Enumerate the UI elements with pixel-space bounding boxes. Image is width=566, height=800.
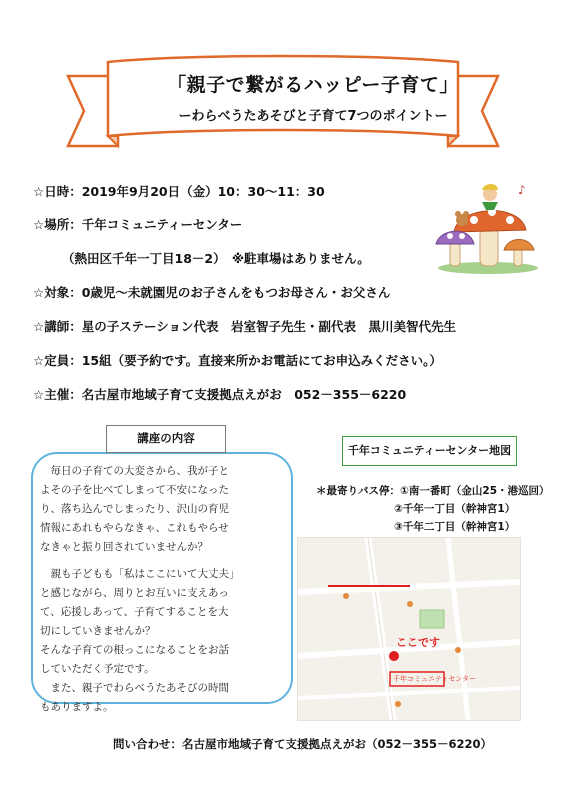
content-line: 毎日の子育ての大変さから、我が子と (40, 465, 229, 477)
info-label: ☆場所： (33, 217, 82, 232)
info-value: 0歳児～未就園児のお子さんをもつお母さん・お父さん (81, 285, 391, 300)
content-line: 親も子どもも「私はここにいて大丈夫」 (40, 568, 240, 580)
content-line: また、親子でわらべうたあそびの時間 (40, 682, 229, 694)
content-line: と感じながら、周りとお互いに支えあっ (40, 587, 229, 599)
info-date (33, 182, 325, 200)
map-heading: 千年コミュニティーセンター地図 (342, 436, 517, 466)
info-organizer (33, 385, 406, 403)
title-banner (40, 48, 526, 168)
event-title: 「親子で繋がるハッピー子育て」 (167, 74, 459, 96)
bus-stop-item: ③千年二丁目（幹神宮1） (394, 521, 516, 533)
map-graphic (298, 538, 520, 720)
info-address (62, 249, 370, 267)
mushroom-illustration (432, 180, 540, 276)
content-line: していただく予定です。 (40, 663, 155, 675)
content-line: もありますよ。 (40, 701, 114, 713)
info-capacity (33, 351, 442, 369)
event-subtitle: ーわらべうたあそびと子育て7つのポイントー (178, 109, 448, 124)
map-marker-place: 千年コミュニティセンター (393, 675, 477, 683)
content-line: なきゃと振り回されていませんか？ (40, 541, 208, 553)
info-label: ☆主催： (33, 387, 82, 402)
info-value: 15組（要予約です。直接来所かお電話にてお申込みください。） (81, 353, 442, 368)
info-label: ☆定員： (33, 353, 82, 368)
bus-stop-item: ①南一番町（金山25・港巡回） (400, 485, 550, 497)
info-label: ☆対象： (33, 285, 82, 300)
info-value: （熱田区千年一丁目18－2） ※駐車場はありません。 (62, 251, 370, 266)
info-value: 2019年9月20日（金）10：30～11：30 (81, 184, 325, 199)
info-label: ☆講師： (33, 319, 82, 334)
content-line: 情報にあれもやらなきゃ、これもやらせ (40, 522, 229, 534)
map-marker-label: ここです (396, 636, 440, 649)
content-line: よその子を比べてしまって不安になった (40, 484, 229, 496)
svg-text:♪: ♪ (518, 183, 526, 197)
info-value: 星の子ステーション代表 岩室智子先生・副代表 黒川美智代先生 (81, 319, 456, 334)
content-line: て、応援しあって、子育てすることを大 (40, 606, 229, 618)
info-value: 名古屋市地域子育て支援拠点えがお 052－355－6220 (81, 387, 407, 402)
content-heading: 講座の内容 (106, 425, 226, 453)
info-label: ☆日時： (33, 184, 82, 199)
content-line: り、落ち込んでしまったり、沢山の育児 (40, 503, 229, 515)
info-instructor (33, 317, 456, 335)
info-value: 千年コミュニティーセンター (81, 217, 243, 232)
bus-stop-line (316, 483, 550, 498)
bus-stop-label: ＊最寄りバス停： (316, 485, 400, 497)
info-target (33, 283, 390, 301)
content-line: 切にしていきませんか？ (40, 625, 156, 637)
contact-footer: 問い合わせ：名古屋市地域子育て支援拠点えがお（052－355－6220） (113, 737, 493, 751)
content-line: そんな子育ての根っこになることをお話 (40, 644, 229, 656)
bus-stop-item: ②千年一丁目（幹神宮1） (394, 503, 516, 515)
info-place (33, 215, 242, 233)
area-map (297, 537, 521, 721)
